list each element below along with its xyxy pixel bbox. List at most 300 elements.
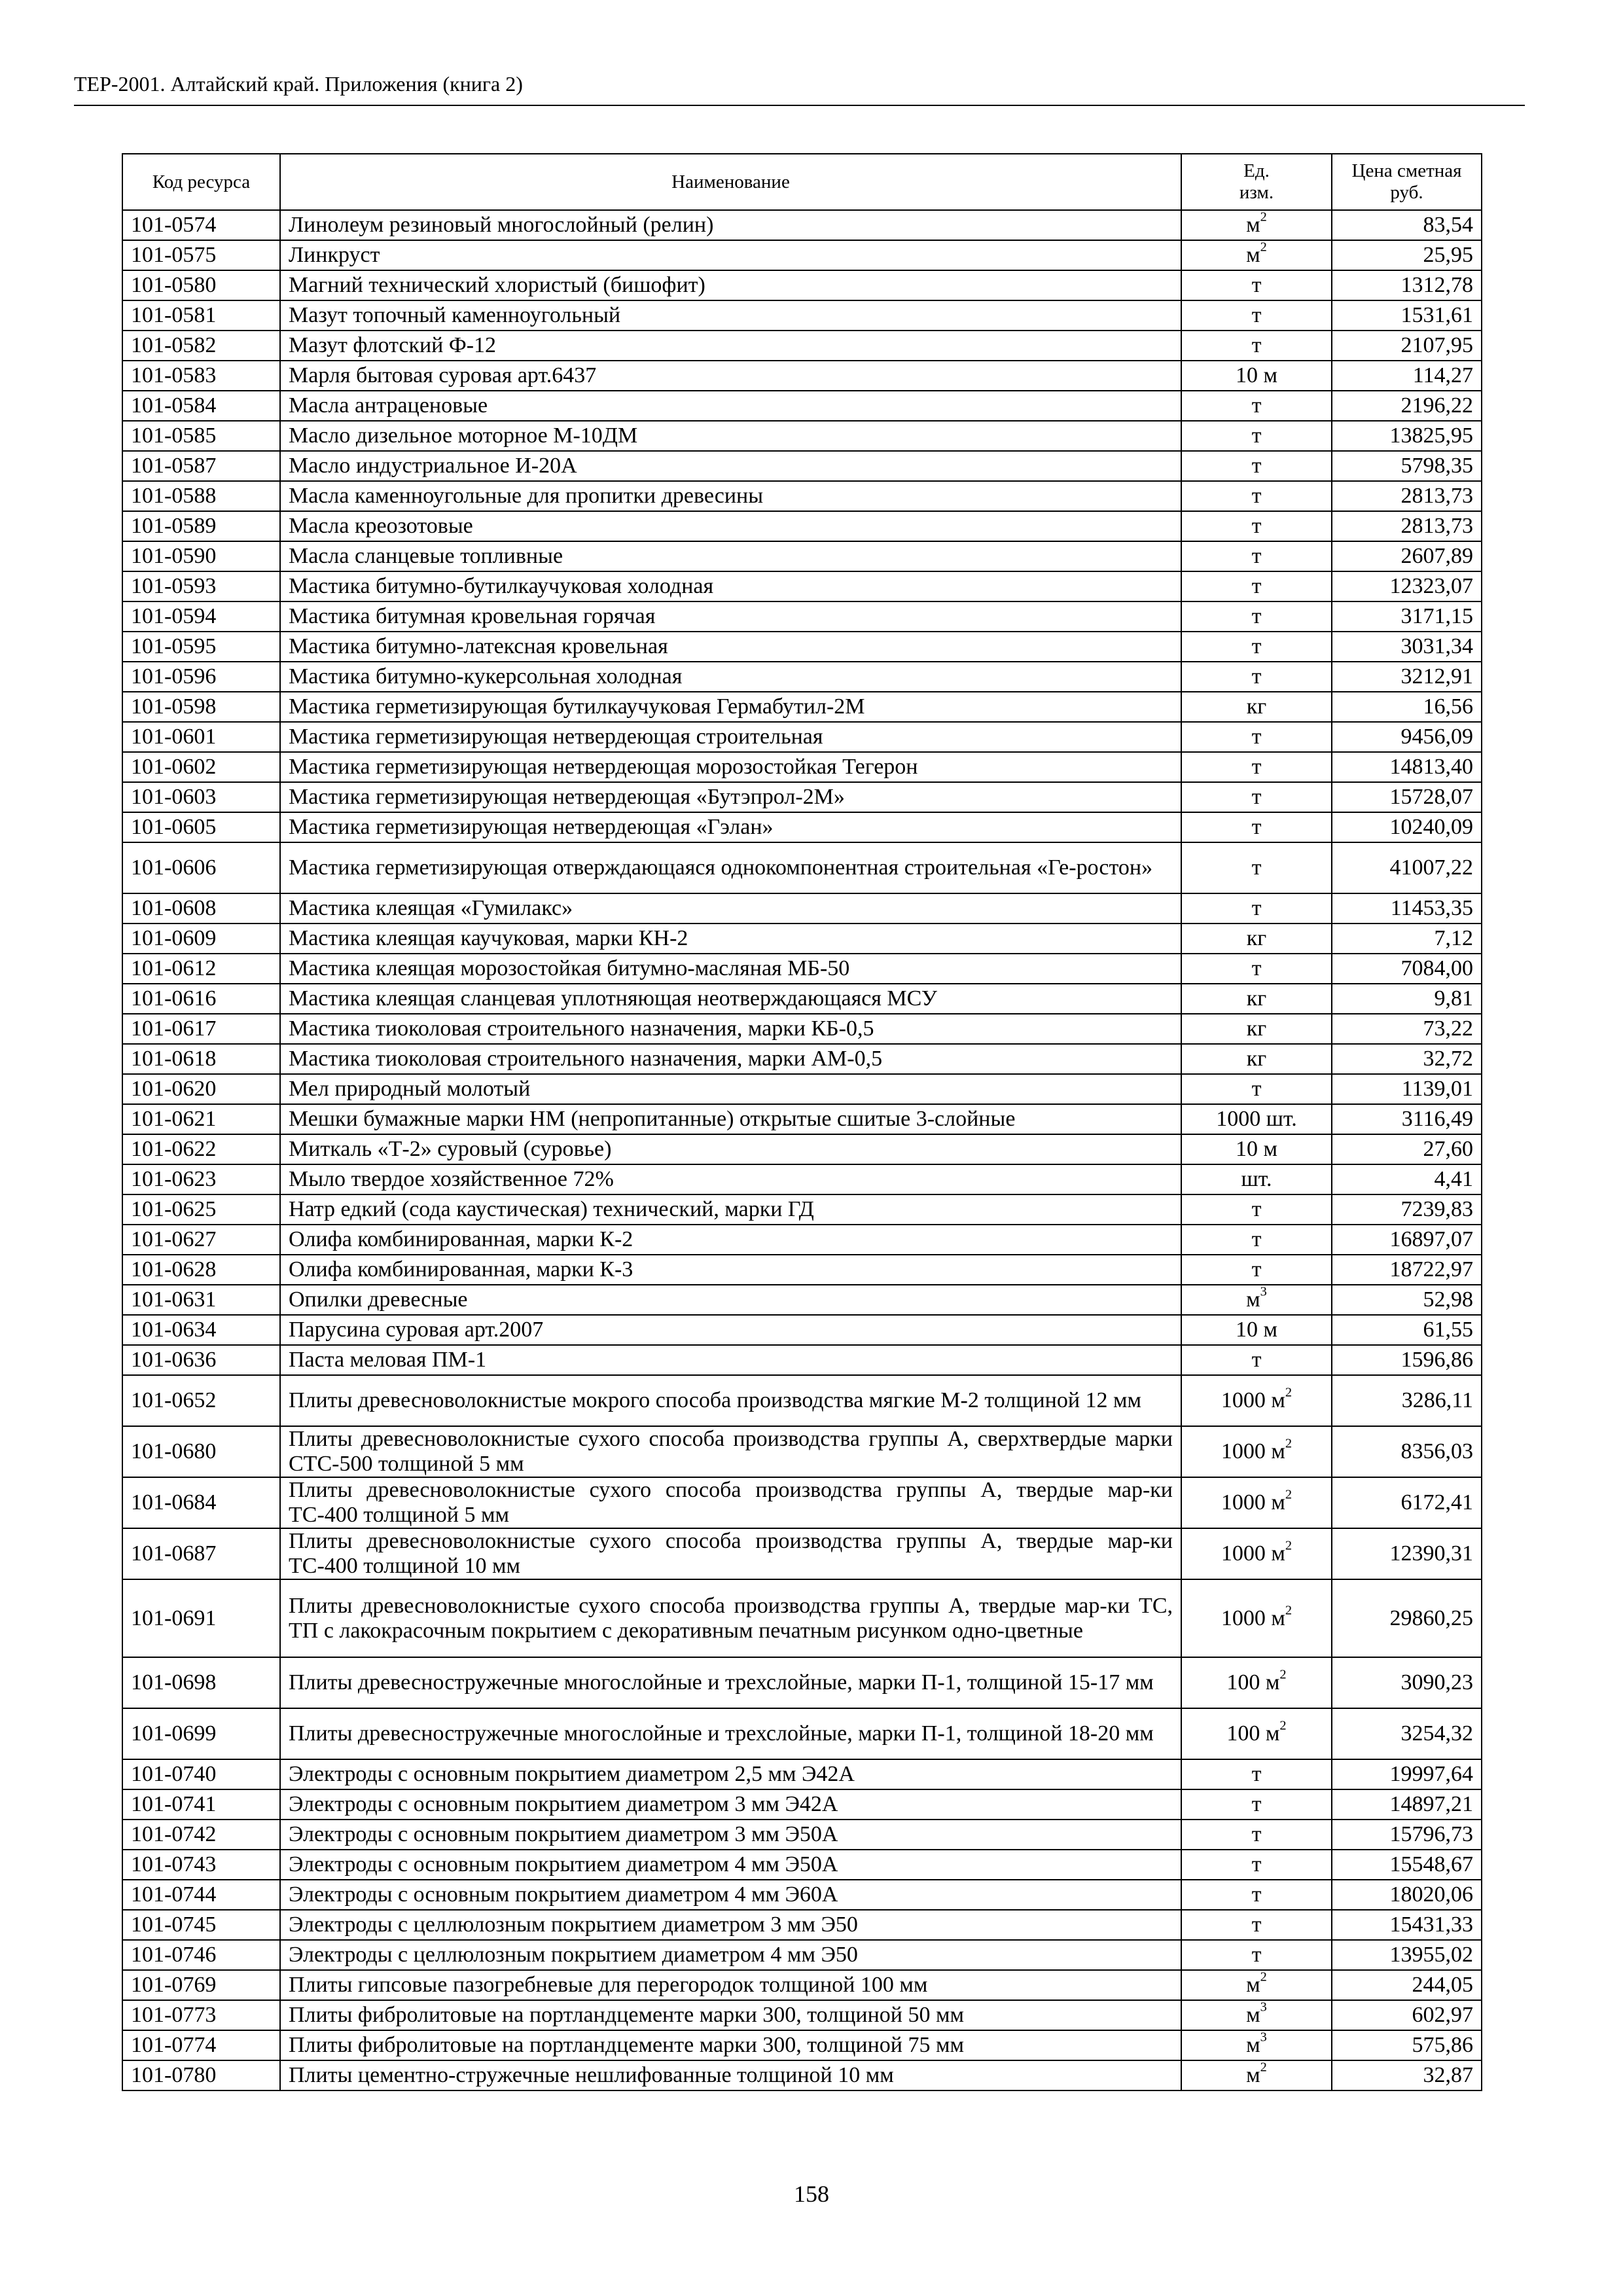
cell-resource-code: 101-0742 [122, 1820, 280, 1850]
cell-unit [1181, 571, 1332, 601]
table-row [122, 632, 1482, 662]
unit-text: кг [1246, 694, 1267, 719]
cell-unit [1181, 1194, 1332, 1225]
cell-resource-code: 101-0698 [122, 1657, 280, 1708]
cell-resource-code: 101-0595 [122, 632, 280, 662]
cell-price: 602,97 [1332, 2000, 1482, 2030]
cell-resource-name: Электроды с основным покрытием диаметром 3 мм Э50А [280, 1820, 1181, 1850]
cell-price: 114,27 [1332, 361, 1482, 391]
page-number: 158 [794, 2181, 829, 2207]
table-row [122, 1225, 1482, 1255]
table-row [122, 692, 1482, 722]
cell-unit [1181, 541, 1332, 571]
unit-text: 10 м [1235, 363, 1277, 387]
table-row [122, 1426, 1482, 1477]
cell-price: 73,22 [1332, 1014, 1482, 1044]
cell-price: 12390,31 [1332, 1528, 1482, 1579]
cell-unit [1181, 270, 1332, 300]
cell-resource-name: Мастика битумно-латексная кровельная [280, 632, 1181, 662]
unit-text: 100 м [1226, 1721, 1280, 1746]
table-row [122, 662, 1482, 692]
cell-resource-code: 101-0636 [122, 1345, 280, 1375]
table-row [122, 601, 1482, 632]
unit-exponent: 3 [1260, 2030, 1267, 2045]
cell-unit [1181, 924, 1332, 954]
cell-resource-name: Электроды с основным покрытием диаметром 4 мм Э60А [280, 1880, 1181, 1910]
column-header-price-line2: руб. [1390, 182, 1423, 203]
cell-unit [1181, 1315, 1332, 1345]
cell-resource-code: 101-0606 [122, 842, 280, 893]
cell-price: 244,05 [1332, 1970, 1482, 2000]
cell-unit [1181, 662, 1332, 692]
unit-text: т [1251, 423, 1262, 448]
cell-unit [1181, 722, 1332, 752]
unit-text: т [1251, 785, 1262, 809]
cell-resource-name: Мастика герметизирующая бутилкаучуковая Гермабутил-2М [280, 692, 1181, 722]
cell-resource-code: 101-0575 [122, 240, 280, 270]
cell-resource-name: Мешки бумажные марки НМ (непропитанные) открытые сшитые 3-слойные [280, 1104, 1181, 1134]
cell-resource-name: Мастика клеящая сланцевая уплотняющая неотверждающаяся МСУ [280, 984, 1181, 1014]
cell-resource-code: 101-0628 [122, 1255, 280, 1285]
cell-resource-name: Мастика тиоколовая строительного назначения, марки АМ-0,5 [280, 1044, 1181, 1074]
table-row [122, 722, 1482, 752]
cell-unit [1181, 1044, 1332, 1074]
cell-resource-name: Электроды с основным покрытием диаметром 4 мм Э50А [280, 1850, 1181, 1880]
table-row [122, 1759, 1482, 1789]
cell-unit [1181, 1375, 1332, 1426]
table-row [122, 421, 1482, 451]
unit-text: кг [1246, 1047, 1267, 1071]
cell-resource-name: Мастика герметизирующая нетвердеющая строительная [280, 722, 1181, 752]
cell-unit [1181, 1225, 1332, 1255]
cell-price: 61,55 [1332, 1315, 1482, 1345]
table-row [122, 1850, 1482, 1880]
cell-resource-code: 101-0744 [122, 1880, 280, 1910]
cell-resource-code: 101-0603 [122, 782, 280, 812]
unit-text: кг [1246, 1016, 1267, 1041]
cell-resource-name: Мастика битумная кровельная горячая [280, 601, 1181, 632]
unit-exponent: 2 [1285, 1436, 1293, 1451]
cell-resource-code: 101-0680 [122, 1426, 280, 1477]
cell-resource-code: 101-0740 [122, 1759, 280, 1789]
cell-price: 10240,09 [1332, 812, 1482, 842]
unit-text: т [1251, 574, 1262, 598]
unit-exponent: 3 [1260, 2000, 1267, 2015]
cell-unit [1181, 331, 1332, 361]
table-row [122, 984, 1482, 1014]
cell-price: 3171,15 [1332, 601, 1482, 632]
unit-text: м [1246, 1287, 1260, 1312]
table-row [122, 331, 1482, 361]
cell-unit [1181, 692, 1332, 722]
cell-price: 1139,01 [1332, 1074, 1482, 1104]
cell-resource-code: 101-0585 [122, 421, 280, 451]
table-row [122, 2030, 1482, 2060]
cell-resource-code: 101-0584 [122, 391, 280, 421]
cell-resource-name: Плиты древесноволокнистые мокрого способа производства мягкие М-2 толщиной 12 мм [280, 1375, 1181, 1426]
cell-resource-name: Масло индустриальное И-20А [280, 451, 1181, 481]
document-header-title: ТЕР-2001. Алтайский край. Приложения (книга 2) [74, 72, 523, 96]
cell-price: 6172,41 [1332, 1477, 1482, 1528]
cell-price: 9,81 [1332, 984, 1482, 1014]
cell-price: 1596,86 [1332, 1345, 1482, 1375]
unit-text: м [1246, 1973, 1260, 1997]
table-row [122, 812, 1482, 842]
cell-resource-code: 101-0583 [122, 361, 280, 391]
table-row [122, 924, 1482, 954]
table-row [122, 1708, 1482, 1759]
cell-price: 1531,61 [1332, 300, 1482, 331]
table-row [122, 1579, 1482, 1657]
cell-price: 7,12 [1332, 924, 1482, 954]
cell-price: 32,72 [1332, 1044, 1482, 1074]
cell-unit [1181, 1345, 1332, 1375]
cell-price: 8356,03 [1332, 1426, 1482, 1477]
cell-price: 32,87 [1332, 2060, 1482, 2090]
unit-text: т [1251, 1852, 1262, 1876]
table-row [122, 270, 1482, 300]
cell-resource-name: Мастика герметизирующая нетвердеющая «Бутэпрол-2М» [280, 782, 1181, 812]
column-header-unit-line1: Ед. [1243, 160, 1270, 181]
unit-text: т [1251, 303, 1262, 327]
table-row [122, 210, 1482, 240]
cell-resource-name: Опилки древесные [280, 1285, 1181, 1315]
cell-unit [1181, 1708, 1332, 1759]
table-row [122, 1970, 1482, 2000]
cell-unit [1181, 1426, 1332, 1477]
table-row [122, 481, 1482, 511]
header-rule [74, 105, 1525, 106]
cell-price: 15431,33 [1332, 1910, 1482, 1940]
cell-resource-name: Линкруст [280, 240, 1181, 270]
cell-resource-name: Мастика битумно-кукерсольная холодная [280, 662, 1181, 692]
cell-resource-code: 101-0588 [122, 481, 280, 511]
cell-unit [1181, 2000, 1332, 2030]
unit-text: 1000 м [1221, 1541, 1285, 1566]
unit-text: 1000 м [1221, 1490, 1285, 1515]
cell-resource-code: 101-0616 [122, 984, 280, 1014]
cell-resource-name: Плиты фибролитовые на портландцементе марки 300, толщиной 50 мм [280, 2000, 1181, 2030]
cell-unit [1181, 812, 1332, 842]
cell-price: 3254,32 [1332, 1708, 1482, 1759]
cell-resource-name: Олифа комбинированная, марки К-3 [280, 1255, 1181, 1285]
table-row [122, 511, 1482, 541]
cell-price: 2196,22 [1332, 391, 1482, 421]
unit-exponent: 2 [1260, 210, 1267, 224]
cell-resource-code: 101-0609 [122, 924, 280, 954]
cell-unit [1181, 391, 1332, 421]
cell-unit [1181, 632, 1332, 662]
cell-resource-code: 101-0590 [122, 541, 280, 571]
table-row [122, 954, 1482, 984]
table-row [122, 571, 1482, 601]
cell-unit [1181, 451, 1332, 481]
cell-price: 5798,35 [1332, 451, 1482, 481]
cell-unit [1181, 1104, 1332, 1134]
unit-text: т [1251, 273, 1262, 297]
cell-price: 13825,95 [1332, 421, 1482, 451]
cell-resource-code: 101-0634 [122, 1315, 280, 1345]
column-header-name: Наименование [280, 154, 1181, 210]
unit-text: т [1251, 1792, 1262, 1816]
cell-resource-code: 101-0620 [122, 1074, 280, 1104]
table-row [122, 1820, 1482, 1850]
table-row [122, 1285, 1482, 1315]
cell-resource-name: Масла креозотовые [280, 511, 1181, 541]
cell-unit [1181, 210, 1332, 240]
cell-resource-name: Миткаль «Т-2» суровый (суровье) [280, 1134, 1181, 1164]
cell-resource-name: Мастика герметизирующая отверждающаяся однокомпонентная строительная «Ге-ростон» [280, 842, 1181, 893]
cell-unit [1181, 893, 1332, 924]
cell-resource-code: 101-0631 [122, 1285, 280, 1315]
cell-price: 15548,67 [1332, 1850, 1482, 1880]
table-row [122, 451, 1482, 481]
cell-unit [1181, 2030, 1332, 2060]
unit-text: т [1251, 454, 1262, 478]
cell-resource-name: Линолеум резиновый многослойный (релин) [280, 210, 1181, 240]
cell-unit [1181, 782, 1332, 812]
cell-price: 15796,73 [1332, 1820, 1482, 1850]
table-header [122, 154, 1482, 210]
cell-price: 13955,02 [1332, 1940, 1482, 1970]
cell-resource-code: 101-0625 [122, 1194, 280, 1225]
cell-price: 12323,07 [1332, 571, 1482, 601]
table-row [122, 391, 1482, 421]
cell-resource-code: 101-0684 [122, 1477, 280, 1528]
unit-text: т [1251, 544, 1262, 568]
table-row [122, 1044, 1482, 1074]
unit-text: кг [1246, 926, 1267, 950]
cell-unit [1181, 2060, 1332, 2090]
cell-resource-code: 101-0587 [122, 451, 280, 481]
cell-unit [1181, 601, 1332, 632]
table-row [122, 893, 1482, 924]
table-row [122, 1657, 1482, 1708]
unit-text: т [1251, 333, 1262, 357]
cell-resource-name: Мел природный молотый [280, 1074, 1181, 1104]
table-row [122, 1014, 1482, 1044]
cell-price: 18020,06 [1332, 1880, 1482, 1910]
cell-resource-name: Мастика клеящая морозостойкая битумно-масляная МБ-50 [280, 954, 1181, 984]
unit-text: т [1251, 755, 1262, 779]
table-row [122, 1880, 1482, 1910]
unit-exponent: 2 [1285, 1603, 1293, 1618]
table-row [122, 2000, 1482, 2030]
unit-exponent: 2 [1285, 1538, 1293, 1553]
cell-resource-name: Масла сланцевые топливные [280, 541, 1181, 571]
unit-text: т [1251, 514, 1262, 538]
table-row [122, 1345, 1482, 1375]
cell-price: 18722,97 [1332, 1255, 1482, 1285]
cell-unit [1181, 1850, 1332, 1880]
cell-resource-name: Олифа комбинированная, марки К-2 [280, 1225, 1181, 1255]
column-header-unit-line2: изм. [1239, 182, 1274, 203]
cell-price: 3286,11 [1332, 1375, 1482, 1426]
unit-text: 1000 шт. [1216, 1107, 1297, 1131]
cell-resource-code: 101-0602 [122, 752, 280, 782]
cell-resource-code: 101-0741 [122, 1789, 280, 1820]
cell-resource-name: Натр едкий (сода каустическая) технический, марки ГД [280, 1194, 1181, 1225]
cell-resource-code: 101-0618 [122, 1044, 280, 1074]
cell-resource-name: Плиты цементно-стружечные нешлифованные толщиной 10 мм [280, 2060, 1181, 2090]
unit-text: м [1246, 2033, 1260, 2057]
cell-price: 15728,07 [1332, 782, 1482, 812]
cell-unit [1181, 752, 1332, 782]
cell-unit [1181, 1820, 1332, 1850]
unit-exponent: 3 [1260, 1285, 1267, 1299]
cell-resource-name: Мастика герметизирующая нетвердеющая «Гэлан» [280, 812, 1181, 842]
unit-text: т [1251, 1257, 1262, 1282]
unit-text: 10 м [1235, 1137, 1277, 1161]
unit-text: кг [1246, 986, 1267, 1011]
cell-price: 3116,49 [1332, 1104, 1482, 1134]
cell-resource-code: 101-0687 [122, 1528, 280, 1579]
table-row [122, 1255, 1482, 1285]
cell-unit [1181, 1759, 1332, 1789]
cell-resource-name: Мастика битумно-бутилкаучуковая холодная [280, 571, 1181, 601]
cell-resource-code: 101-0574 [122, 210, 280, 240]
cell-price: 27,60 [1332, 1134, 1482, 1164]
cell-resource-name: Плиты древесноволокнистые сухого способа производства группы А, твердые мар-ки ТС, ТП с лакокрасочным покрытием с декоративным печатным рисунком одно-цветные [280, 1579, 1181, 1657]
table-row [122, 1940, 1482, 1970]
cell-price: 19997,64 [1332, 1759, 1482, 1789]
unit-text: т [1251, 664, 1262, 689]
cell-resource-name: Магний технический хлористый (бишофит) [280, 270, 1181, 300]
cell-resource-code: 101-0745 [122, 1910, 280, 1940]
cell-resource-name: Электроды с основным покрытием диаметром 2,5 мм Э42А [280, 1759, 1181, 1789]
cell-price: 41007,22 [1332, 842, 1482, 893]
cell-price: 7084,00 [1332, 954, 1482, 984]
cell-price: 1312,78 [1332, 270, 1482, 300]
cell-resource-code: 101-0622 [122, 1134, 280, 1164]
unit-text: 1000 м [1221, 1388, 1285, 1412]
cell-unit [1181, 1657, 1332, 1708]
table-row [122, 300, 1482, 331]
cell-resource-code: 101-0580 [122, 270, 280, 300]
unit-text: 10 м [1235, 1318, 1277, 1342]
unit-text: 1000 м [1221, 1439, 1285, 1463]
table-header-row [122, 154, 1482, 210]
cell-unit [1181, 1910, 1332, 1940]
table-row [122, 842, 1482, 893]
cell-unit [1181, 240, 1332, 270]
table-row [122, 1074, 1482, 1104]
cell-resource-name: Масло дизельное моторное М-10ДМ [280, 421, 1181, 451]
cell-resource-code: 101-0582 [122, 331, 280, 361]
cell-resource-name: Мастика клеящая каучуковая, марки КН-2 [280, 924, 1181, 954]
table-row [122, 1315, 1482, 1345]
unit-text: т [1251, 1348, 1262, 1372]
cell-resource-code: 101-0589 [122, 511, 280, 541]
unit-text: т [1251, 1762, 1262, 1786]
cell-unit [1181, 1255, 1332, 1285]
cell-unit [1181, 421, 1332, 451]
cell-unit [1181, 1579, 1332, 1657]
column-header-unit [1181, 154, 1332, 210]
table-row [122, 361, 1482, 391]
cell-resource-name: Плиты древесностружечные многослойные и трехслойные, марки П-1, толщиной 15-17 мм [280, 1657, 1181, 1708]
unit-text: м [1246, 2063, 1260, 2087]
unit-text: м [1246, 2003, 1260, 2027]
cell-resource-code: 101-0596 [122, 662, 280, 692]
cell-resource-name: Парусина суровая арт.2007 [280, 1315, 1181, 1345]
cell-price: 9456,09 [1332, 722, 1482, 752]
cell-resource-code: 101-0623 [122, 1164, 280, 1194]
unit-exponent: 2 [1285, 1385, 1293, 1400]
unit-exponent: 2 [1260, 2060, 1267, 2075]
cell-resource-name: Масла каменноугольные для пропитки древесины [280, 481, 1181, 511]
unit-text: т [1251, 956, 1262, 980]
table-row [122, 1164, 1482, 1194]
unit-text: т [1251, 855, 1262, 880]
cell-resource-name: Мазут топочный каменноугольный [280, 300, 1181, 331]
unit-exponent: 2 [1260, 240, 1267, 255]
cell-price: 83,54 [1332, 210, 1482, 240]
cell-resource-name: Электроды с целлюлозным покрытием диаметром 3 мм Э50 [280, 1910, 1181, 1940]
cell-resource-code: 101-0605 [122, 812, 280, 842]
cell-resource-code: 101-0769 [122, 1970, 280, 2000]
cell-price: 3031,34 [1332, 632, 1482, 662]
cell-resource-code: 101-0627 [122, 1225, 280, 1255]
cell-unit [1181, 1074, 1332, 1104]
unit-exponent: 2 [1260, 1970, 1267, 1984]
cell-price: 14897,21 [1332, 1789, 1482, 1820]
cell-price: 52,98 [1332, 1285, 1482, 1315]
table-row [122, 1910, 1482, 1940]
cell-resource-name: Плиты гипсовые пазогребневые для перегородок толщиной 100 мм [280, 1970, 1181, 2000]
cell-resource-code: 101-0594 [122, 601, 280, 632]
cell-resource-name: Мастика клеящая «Гумилакс» [280, 893, 1181, 924]
cell-resource-code: 101-0652 [122, 1375, 280, 1426]
table-row [122, 2060, 1482, 2090]
unit-text: т [1251, 896, 1262, 920]
unit-text: 1000 м [1221, 1605, 1285, 1630]
cell-resource-name: Масла антраценовые [280, 391, 1181, 421]
cell-unit [1181, 1880, 1332, 1910]
table-row [122, 1194, 1482, 1225]
unit-text: т [1251, 1943, 1262, 1967]
unit-text: т [1251, 1912, 1262, 1937]
cell-unit [1181, 1164, 1332, 1194]
cell-price: 2813,73 [1332, 511, 1482, 541]
table-row [122, 1477, 1482, 1528]
cell-resource-code: 101-0746 [122, 1940, 280, 1970]
cell-unit [1181, 361, 1332, 391]
cell-resource-code: 101-0598 [122, 692, 280, 722]
cell-unit [1181, 300, 1332, 331]
cell-price: 2813,73 [1332, 481, 1482, 511]
cell-resource-name: Плиты фибролитовые на портландцементе марки 300, толщиной 75 мм [280, 2030, 1181, 2060]
unit-text: т [1251, 725, 1262, 749]
column-header-price [1332, 154, 1482, 210]
cell-unit [1181, 954, 1332, 984]
cell-resource-name: Электроды с основным покрытием диаметром 3 мм Э42А [280, 1789, 1181, 1820]
table-row [122, 782, 1482, 812]
cell-resource-name: Плиты древесноволокнистые сухого способа производства группы А, твердые мар-ки ТС-400 толщиной 10 мм [280, 1528, 1181, 1579]
cell-resource-code: 101-0581 [122, 300, 280, 331]
table-row [122, 1134, 1482, 1164]
unit-text: т [1251, 1822, 1262, 1846]
cell-price: 3090,23 [1332, 1657, 1482, 1708]
cell-unit [1181, 511, 1332, 541]
table-row [122, 1104, 1482, 1134]
cell-resource-name: Мастика тиоколовая строительного назначения, марки КБ-0,5 [280, 1014, 1181, 1044]
cell-resource-code: 101-0593 [122, 571, 280, 601]
cell-resource-name: Мазут флотский Ф-12 [280, 331, 1181, 361]
unit-text: т [1251, 1077, 1262, 1101]
cell-unit [1181, 1477, 1332, 1528]
cell-resource-code: 101-0699 [122, 1708, 280, 1759]
